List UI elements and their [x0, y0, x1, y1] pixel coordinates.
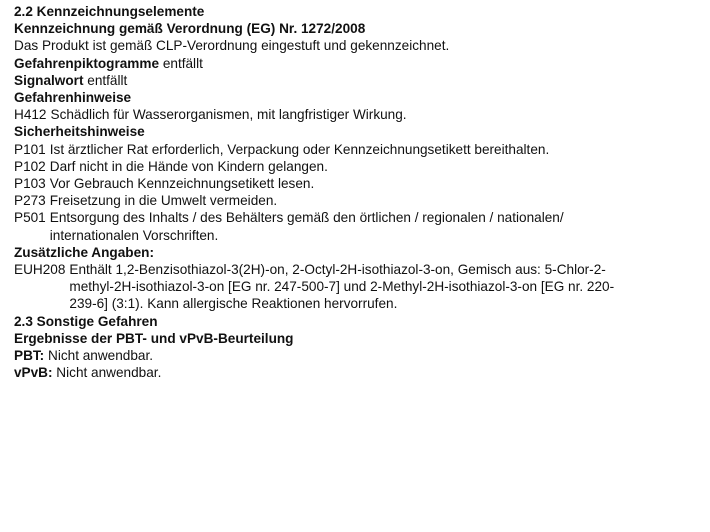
regulation-heading: Kennzeichnung gemäß Verordnung (EG) Nr. 1272/2008 [14, 21, 366, 37]
statement-code: EUH208 [14, 261, 66, 277]
statement-text: Freisetzung in die Umwelt vermeiden. [49, 193, 278, 209]
pbt-row [14, 347, 704, 364]
signal-word-row [14, 72, 704, 89]
statement-text: Schädlich für Wasserorganismen, mit langfristiger Wirkung. [50, 107, 407, 123]
statement-text-line: 239-6] (3:1). Kann allergische Reaktionen hervorrufen. [69, 296, 398, 312]
pbt-label: PBT: [14, 347, 45, 363]
statement-text: Ist ärztlicher Rat erforderlich, Verpackung oder Kennzeichnungsetikett bereithalten. [49, 141, 550, 157]
classification-text: Das Produkt ist gemäß CLP-Verordnung eingestuft und gekennzeichnet. [14, 38, 450, 54]
section-heading-2-2: 2.2 Kennzeichnungselemente [14, 4, 205, 19]
precautionary-statement [14, 141, 704, 158]
vpvb-row [14, 364, 704, 381]
statement-code: H412 [14, 107, 47, 123]
statement-text-line: Enthält 1,2-Benzisothiazol-3(2H)-on, 2-Octyl-2H-isothiazol-3-on, Gemisch aus: 5-Chlor-2- [69, 261, 606, 277]
additional-info-heading: Zusätzliche Angaben: [14, 244, 154, 260]
statement-code: P103 [14, 175, 46, 191]
pictograms-label: Gefahrenpiktogramme [14, 55, 160, 71]
signal-word-value: entfällt [83, 72, 128, 88]
vpvb-value: Nicht anwendbar. [52, 365, 162, 381]
statement-code: P102 [14, 158, 46, 174]
pictograms-row [14, 55, 704, 72]
hazard-statements-heading: Gefahrenhinweise [14, 89, 132, 105]
statement-text: Darf nicht in die Hände von Kindern gelangen. [49, 158, 328, 174]
statement-text-line: methyl-2H-isothiazol-3-on [EG nr. 247-500-7] und 2-Methyl-2H-isothiazol-3-on [EG nr. 220- [69, 279, 615, 295]
signal-word-label: Signalwort [14, 72, 84, 88]
pbt-value: Nicht anwendbar. [44, 347, 154, 363]
precautionary-heading: Sicherheitshinweise [14, 124, 145, 140]
section-heading-2-3: 2.3 Sonstige Gefahren [14, 313, 158, 329]
safety-data-sheet-section [14, 3, 704, 381]
precautionary-statement [14, 175, 704, 192]
precautionary-statement [14, 209, 704, 243]
additional-statement [14, 261, 704, 313]
statement-code: P501 [14, 210, 46, 226]
precautionary-statement [14, 158, 704, 175]
pbt-assessment-heading: Ergebnisse der PBT- und vPvB-Beurteilung [14, 330, 294, 346]
statement-code: P101 [14, 141, 46, 157]
precautionary-statement [14, 192, 704, 209]
statement-text-line: Entsorgung des Inhalts / des Behälters gemäß den örtlichen / regionalen / nationalen/ [49, 210, 564, 226]
vpvb-label: vPvB: [14, 365, 53, 381]
statement-text: Vor Gebrauch Kennzeichnungsetikett lesen. [49, 175, 315, 191]
statement-text-line: internationalen Vorschriften. [49, 227, 219, 243]
pictograms-value: entfällt [159, 55, 203, 71]
statement-code: P273 [14, 193, 46, 209]
hazard-statement [14, 106, 704, 123]
